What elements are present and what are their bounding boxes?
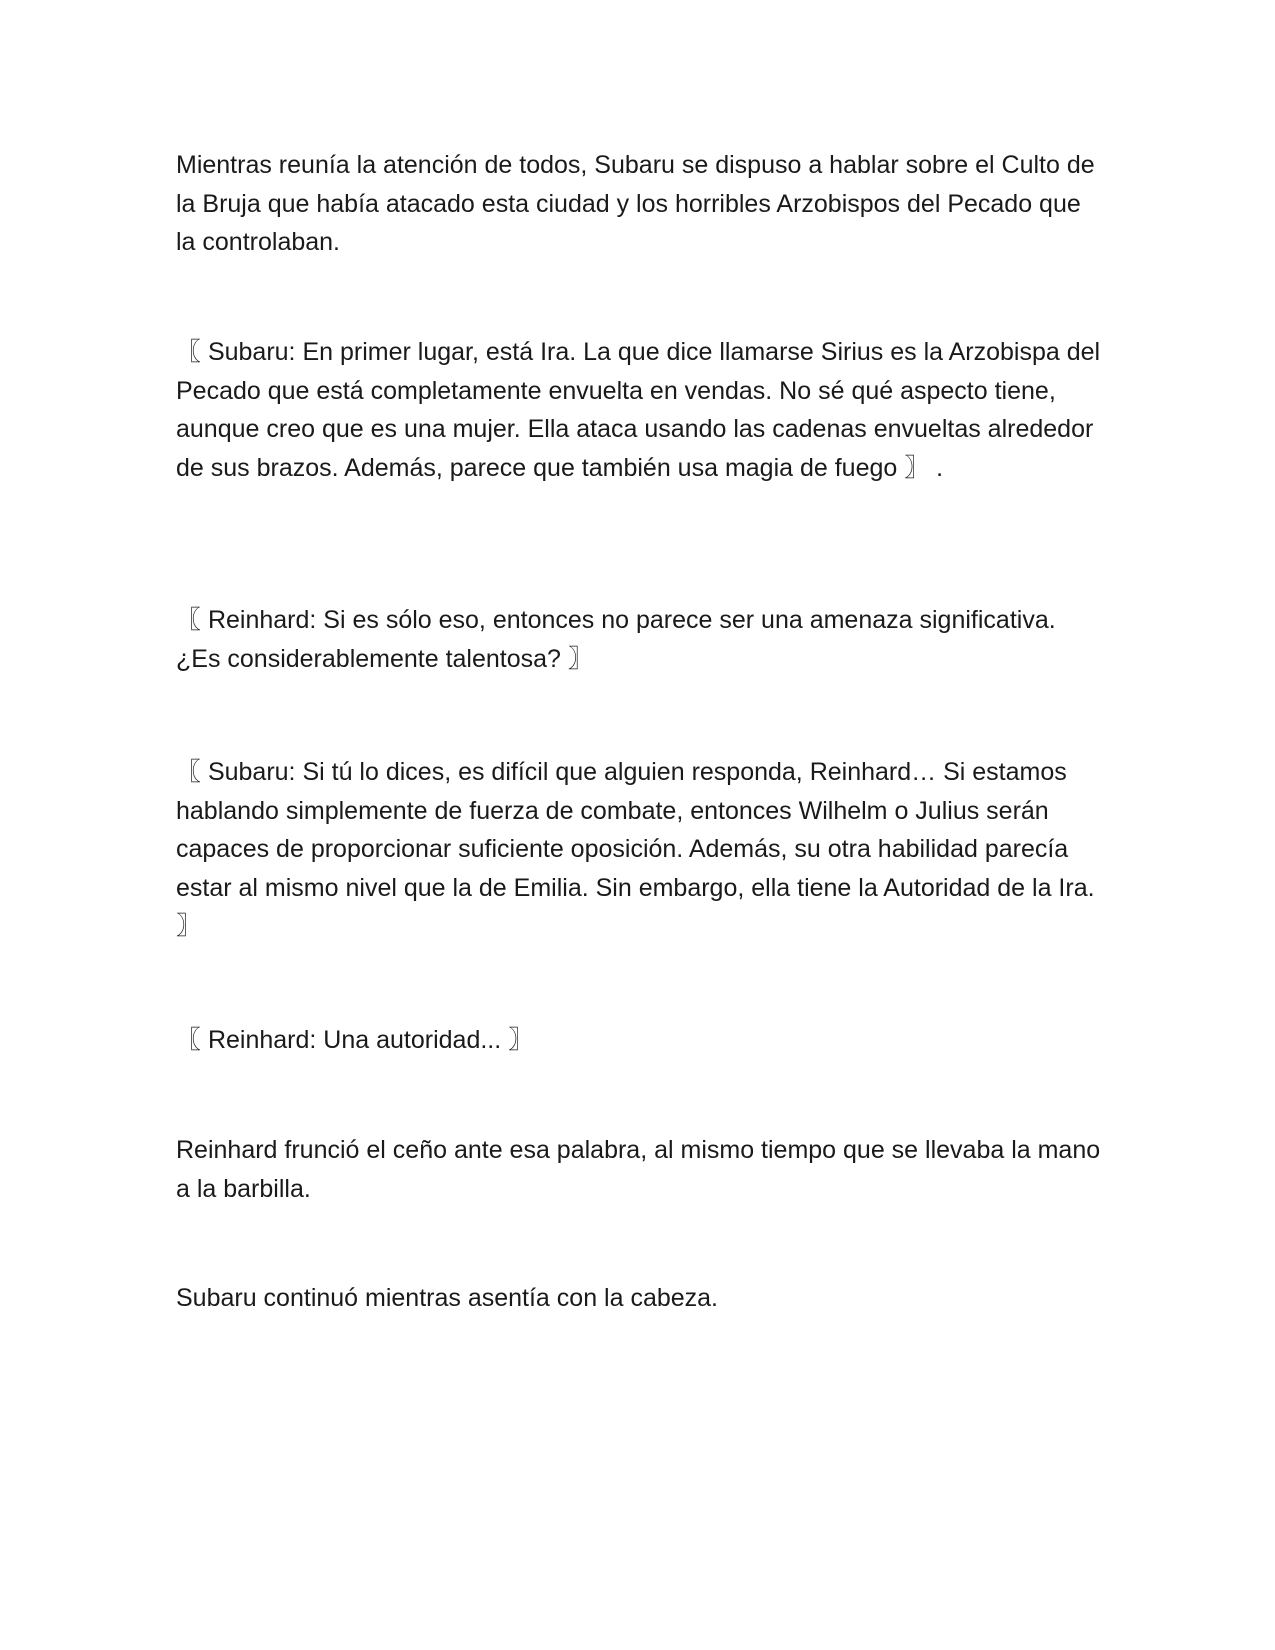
narration-paragraph: Subaru continuó mientras asentía con la cabeza. — [176, 1284, 719, 1312]
dialogue-reinhard-paragraph: 〖 Reinhard: Una autoridad... 〗 — [176, 1026, 534, 1054]
dialogue-reinhard-paragraph: 〖 Reinhard: Si es sólo eso, entonces no parece ser una amenaza significativa. ¿Es considerablemente talentosa? 〗 — [176, 606, 1056, 673]
dialogue-subaru-paragraph: 〖 Subaru: Si tú lo dices, es difícil que alguien responda, Reinhard… Si estamos hablando simplemente de fuerza de combate, entonces Wilhelm o Julius serán capaces de proporcionar suficiente oposición. Además, su otra habilidad parecía estar al mismo nivel que la de Emilia. Sin embargo, ella tiene la Autoridad de la Ira. 〗 — [176, 758, 1095, 940]
narration-paragraph: Mientras reunía la atención de todos, Subaru se dispuso a hablar sobre el Culto de la Bruja que había atacado esta ciudad y los horribles Arzobispos del Pecado que la controlaban. — [176, 151, 1095, 256]
narration-paragraph: Reinhard frunció el ceño ante esa palabra, al mismo tiempo que se llevaba la mano a la barbilla. — [176, 1136, 1101, 1203]
dialogue-subaru-paragraph: 〖 Subaru: En primer lugar, está Ira. La que dice llamarse Sirius es la Arzobispa del Pecado que está completamente envuelta en vendas. No sé qué aspecto tiene, aunque creo que es una mujer. Ella ataca usando las cadenas envueltas alrededor de sus brazos. Además, parece que también usa magia de fuego 〗 . — [176, 338, 1101, 482]
